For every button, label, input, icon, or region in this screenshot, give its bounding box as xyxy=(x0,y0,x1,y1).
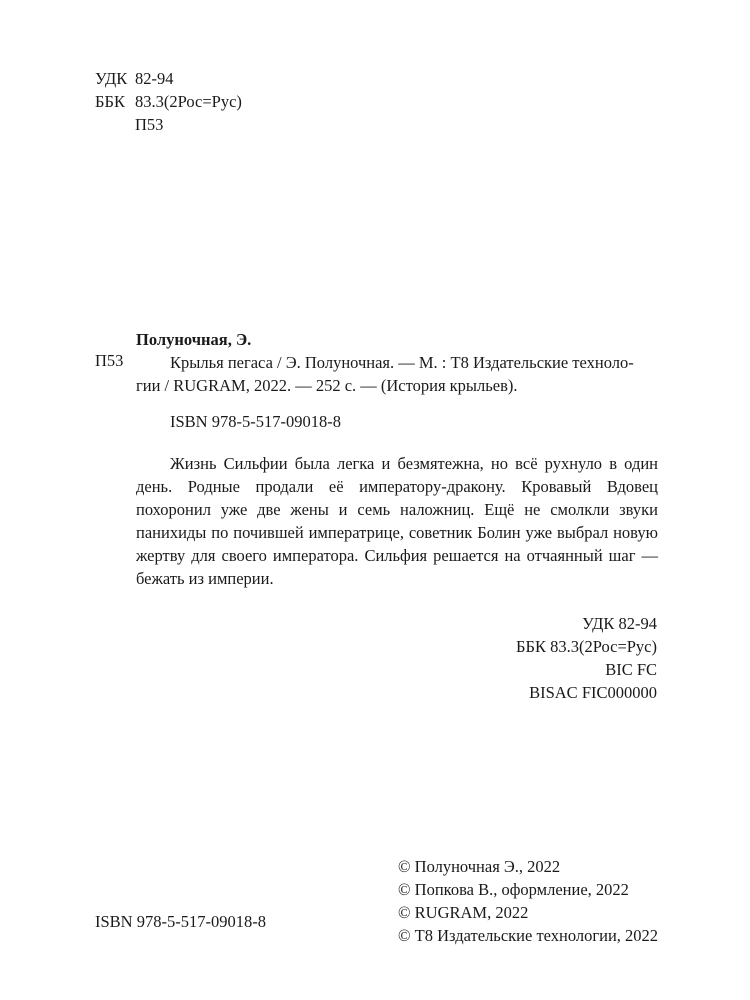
bbk-label: ББК xyxy=(95,92,125,111)
footer-bbk: ББК 83.3(2Рос=Рус) xyxy=(516,637,657,656)
catalog-description-line-1: Крылья пегаса / Э. Полуночная. — М. : Т8 Издательские техноло- xyxy=(170,353,634,372)
author-mark-value: П53 xyxy=(135,115,164,134)
author-mark-row xyxy=(95,113,242,136)
catalog-number: П53 xyxy=(95,351,124,370)
copyright-rugram: © RUGRAM, 2022 xyxy=(398,903,529,922)
udk-row xyxy=(95,67,242,90)
catalog-description xyxy=(136,351,656,397)
catalog-description-line-2: гии / RUGRAM, 2022. — 252 с. — (История крыльев). xyxy=(136,376,518,395)
catalog-isbn: ISBN 978-5-517-09018-8 xyxy=(170,412,341,431)
footer-codes xyxy=(516,612,657,704)
footer-bisac: BISAC FIC000000 xyxy=(529,683,657,702)
annotation-text: Жизнь Сильфии была легка и безмятежна, но всё рухнуло в один день. Родные продали её императору-дракону. Кровавый Вдовец похоронил уже две жены и семь наложниц. Ещё не смолкли звуки панихиды по почившей императрице, советник Болин уже выбрал новую жертву для своего императора. Сильфия решается на отчаянный шаг — бежать из империи. xyxy=(136,454,658,588)
copyright-design: © Попкова В., оформление, 2022 xyxy=(398,880,629,899)
bbk-row xyxy=(95,90,242,113)
bbk-value: 83.3(2Рос=Рус) xyxy=(135,92,242,111)
footer-udk: УДК 82-94 xyxy=(582,614,657,633)
copyright-author: © Полуночная Э., 2022 xyxy=(398,857,561,876)
classification-codes xyxy=(95,67,242,136)
catalog-author: Полуночная, Э. xyxy=(136,330,252,349)
copyright-block xyxy=(398,855,658,947)
udk-label: УДК xyxy=(95,69,128,88)
annotation xyxy=(136,452,658,590)
author-mark-label xyxy=(95,113,135,136)
copyright-publisher: © Т8 Издательские технологии, 2022 xyxy=(398,926,659,945)
footer-bic: BIC FC xyxy=(605,660,657,679)
isbn-bottom: ISBN 978-5-517-09018-8 xyxy=(95,912,266,931)
udk-value: 82-94 xyxy=(135,69,174,88)
